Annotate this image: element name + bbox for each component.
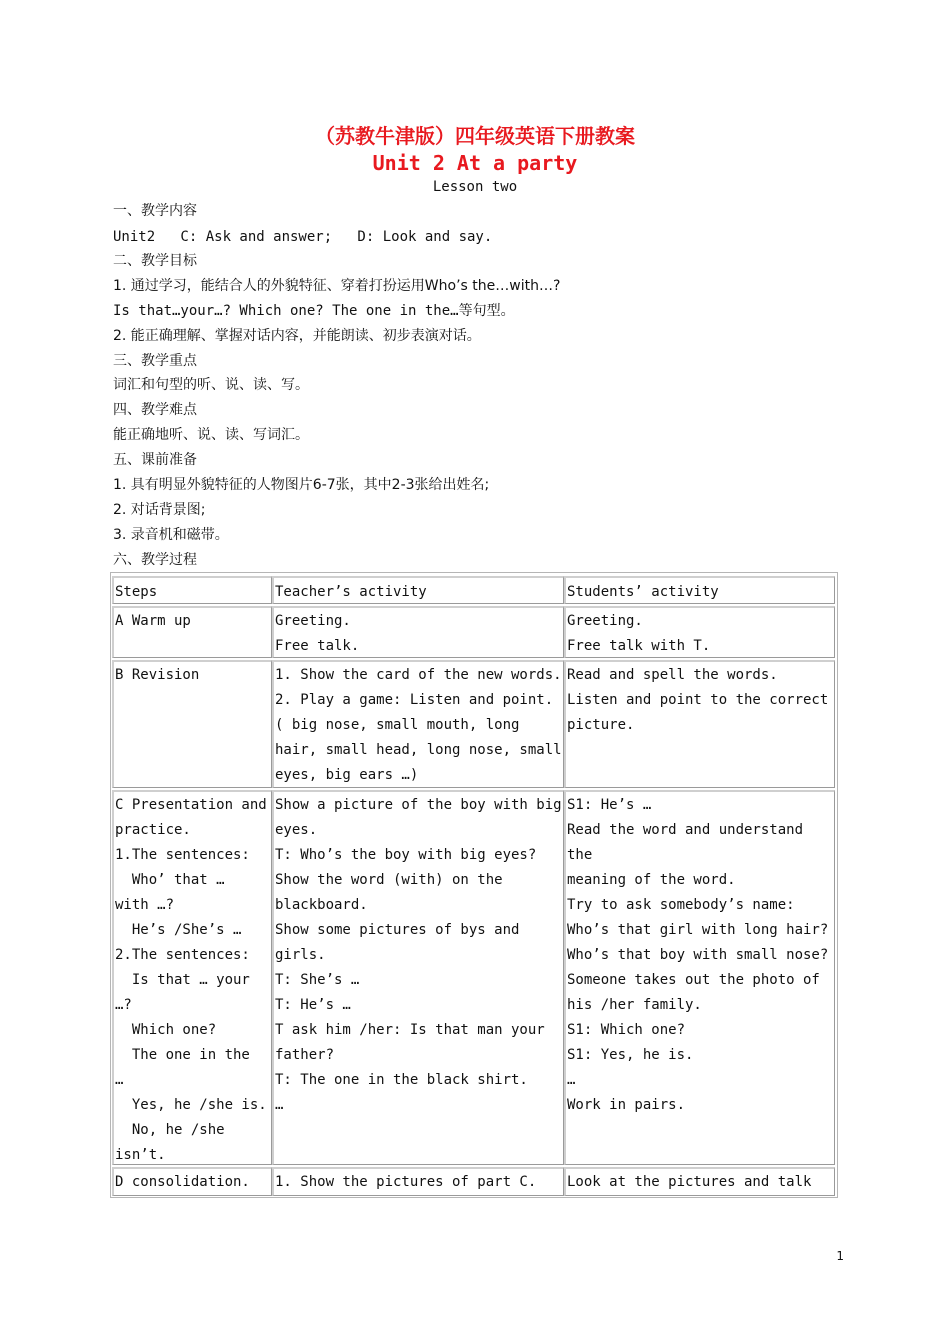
page-number: 1: [836, 1249, 844, 1263]
table-header-cell: [564, 576, 835, 604]
table-row-teacher: [272, 790, 564, 1165]
step-text: A Warm up: [115, 613, 191, 629]
preparation-line-1: 1. 具有明显外貌特征的人物图片6-7张，其中2-3张给出姓名;: [113, 477, 490, 493]
step-text: C Presentation and practice. 1.The sentences: Who’ that … with …? He’s /She’s … 2.The sentences: Is that … your …? Which one? The one in the … Yes, he /she is. No, he /she isn’t.: [115, 797, 267, 1163]
table-row-step: [112, 1167, 272, 1196]
table-header-cell: [272, 576, 564, 604]
step-text: D consolidation.: [115, 1174, 250, 1190]
table-row-step: [112, 660, 272, 788]
table-row-students: [564, 790, 835, 1165]
title-chinese: （苏教牛津版）四年级英语下册教案: [315, 124, 635, 148]
table-row-step: [112, 790, 272, 1165]
students-text: Look at the pictures and talk: [567, 1174, 812, 1190]
table-row-step: [112, 606, 272, 658]
teaching-process-table: [110, 572, 838, 1198]
objective-line-2: 2. 能正确理解、掌握对话内容，并能朗读、初步表演对话。: [113, 328, 481, 344]
header-teacher-activity: Teacher’s activity: [275, 584, 427, 600]
title-english: Unit 2 At a party: [372, 151, 578, 175]
preparation-line-2: 2. 对话背景图;: [113, 502, 206, 518]
students-text: Read and spell the words. Listen and point to the correct picture.: [567, 667, 829, 733]
section-heading-preparation: 五、课前准备: [113, 452, 197, 468]
section-heading-objectives: 二、教学目标: [113, 253, 197, 269]
objective-line-1-cont: Is that…your…? Which one? The one in the…等句型。: [113, 303, 515, 319]
teacher-text: Greeting. Free talk.: [275, 613, 360, 654]
header-students-activity: Students’ activity: [567, 584, 719, 600]
table-row-teacher: [272, 606, 564, 658]
teacher-text: Show a picture of the boy with big eyes. T: Who’s the boy with big eyes? Show the word (with) on the blackboard. Show some pictures of bys and girls. T: She’s … T: He’s … T ask him /her: Is that man your father? T: The one in the black shirt. …: [275, 797, 562, 1113]
table-row-students: [564, 606, 835, 658]
header-steps: Steps: [115, 584, 158, 600]
students-text: Greeting. Free talk with T.: [567, 613, 711, 654]
teacher-text: 1. Show the card of the new words. 2. Play a game: Listen and point. ( big nose, small mouth, long hair, small head, long nose, small eyes, big ears …): [275, 667, 562, 783]
step-text: B Revision: [115, 667, 200, 683]
table-row-students: [564, 660, 835, 788]
section-heading-difficulties: 四、教学难点: [113, 402, 197, 418]
section-heading-content: 一、教学内容: [113, 203, 197, 219]
table-header-cell: [112, 576, 272, 604]
section-heading-key-points: 三、教学重点: [113, 353, 197, 369]
table-row-students: [564, 1167, 835, 1196]
section-heading-process: 六、教学过程: [113, 552, 197, 568]
difficulties-line: 能正确地听、说、读、写词汇。: [113, 427, 309, 443]
table-row-teacher: [272, 1167, 564, 1196]
content-line: Unit2 C: Ask and answer; D: Look and say.: [113, 229, 493, 245]
objective-line-1: 1. 通过学习，能结合人的外貌特征、穿着打扮运用Who’s the…with…?: [113, 278, 561, 294]
students-text: S1: He’s … Read the word and understand the meaning of the word. Try to ask somebody’s name: Who’s that girl with long hair? Who’s that boy with small nose? Someone takes out the photo of his /her family. S1: Which one? S1: Yes, he is. … Work in pairs.: [567, 797, 829, 1113]
key-points-line: 词汇和句型的听、说、读、写。: [113, 377, 309, 393]
teacher-text: 1. Show the pictures of part C.: [275, 1174, 537, 1190]
lesson-subtitle: Lesson two: [432, 179, 518, 195]
preparation-line-3: 3. 录音机和磁带。: [113, 527, 229, 543]
table-row-teacher: [272, 660, 564, 788]
